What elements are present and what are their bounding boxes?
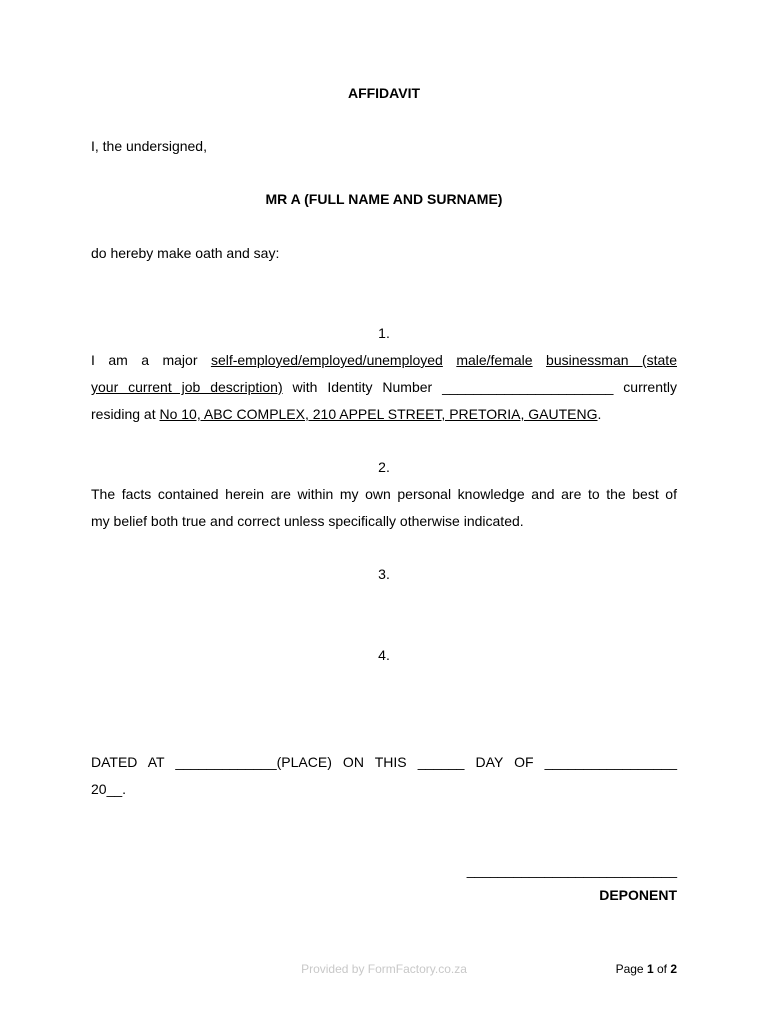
employment-status: self-employed/employed/unemployed	[210, 352, 443, 368]
text-segment	[533, 352, 546, 368]
section-number-3: 3.	[378, 566, 390, 582]
section-1-line-2	[91, 378, 677, 396]
gender: male/female	[456, 352, 533, 368]
signature-line: ___________________________	[466, 862, 677, 878]
identity-number-text: with Identity Number ______________________ currently	[282, 379, 677, 395]
section-1-line-3	[91, 405, 601, 423]
page-of: of	[653, 962, 671, 976]
deponent-label: DEPONENT	[599, 887, 677, 903]
text-segment: residing at	[91, 406, 160, 422]
page-total: 2	[670, 962, 677, 976]
text-segment: .	[597, 406, 602, 422]
dated-line-2: 20__.	[91, 781, 127, 797]
dated-line-1: DATED AT _____________(PLACE) ON THIS ______ DAY OF _________________	[91, 754, 677, 770]
section-1-line-1	[91, 351, 677, 369]
page-label: Page	[615, 962, 647, 976]
oath-text: do hereby make oath and say:	[91, 245, 280, 261]
section-2-line-2: my belief both true and correct unless specifically otherwise indicated.	[91, 513, 524, 529]
document-title: AFFIDAVIT	[347, 85, 421, 101]
section-number-4: 4.	[378, 647, 390, 663]
section-2-line-1: The facts contained herein are within my own personal knowledge and are to the best of	[91, 486, 677, 502]
text-segment: I am a major	[91, 352, 211, 368]
page-indicator	[616, 962, 677, 976]
job-description-start: businessman (state	[546, 352, 677, 368]
text-segment	[443, 352, 456, 368]
job-description-end: your current job description)	[91, 379, 283, 395]
section-number-2: 2.	[378, 459, 390, 475]
intro-text: I, the undersigned,	[91, 138, 207, 154]
residential-address: No 10, ABC COMPLEX, 210 APPEL STREET, PRETORIA, GAUTENG	[159, 406, 598, 422]
deponent-name: MR A (FULL NAME AND SURNAME)	[265, 191, 503, 207]
provided-by-watermark: Provided by FormFactory.co.za	[301, 962, 467, 976]
section-number-1: 1.	[378, 325, 390, 341]
page-current: 1	[646, 962, 654, 976]
